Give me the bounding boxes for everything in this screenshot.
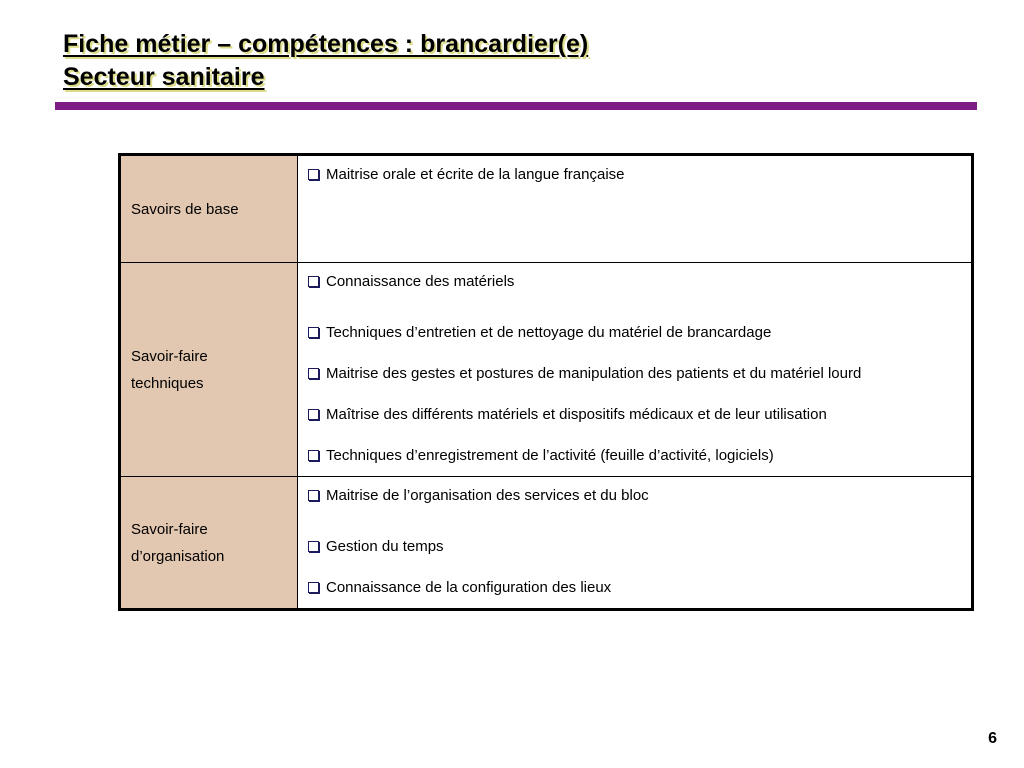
item-text: Techniques d’enregistrement de l’activité (feuille d’activité, logiciels) [326, 447, 774, 464]
checkbox-bullet-icon [308, 169, 319, 180]
item-text: Maîtrise des différents matériels et dispositifs médicaux et de leur utilisation [326, 406, 827, 423]
list-item [308, 435, 965, 476]
item-text: Connaissance de la configuration des lieux [326, 579, 612, 596]
checkbox-bullet-icon [308, 490, 319, 501]
category-label-line-2: d’organisation [131, 547, 225, 565]
list-item [308, 312, 965, 353]
category-label-line-2: techniques [131, 374, 204, 392]
list-item [308, 526, 965, 567]
table-row [120, 155, 973, 263]
list-item [308, 353, 965, 394]
title-line-1: Fiche métier – compétences : brancardier(e) [63, 30, 589, 58]
category-cell [120, 155, 298, 263]
checkbox-bullet-icon [308, 450, 319, 461]
items-cell [298, 263, 973, 477]
list-item [308, 394, 965, 435]
page-number: 6 [988, 730, 997, 747]
checkbox-bullet-icon [308, 276, 319, 287]
items-cell [298, 155, 973, 263]
item-text: Techniques d’entretien et de nettoyage du matériel de brancardage [326, 324, 772, 341]
item-text: Maitrise orale et écrite de la langue française [326, 165, 625, 183]
category-label: Savoirs de base [131, 200, 239, 218]
title-line-2: Secteur sanitaire [63, 63, 265, 91]
checkbox-bullet-icon [308, 582, 319, 593]
checkbox-bullet-icon [308, 541, 319, 552]
item-text: Connaissance des matériels [326, 272, 515, 290]
slide-title [63, 28, 588, 94]
table-row [120, 477, 973, 610]
list-item [308, 271, 965, 291]
item-text: Gestion du temps [326, 538, 444, 555]
item-text: Maitrise de l’organisation des services et du bloc [326, 486, 649, 504]
competences-table [118, 153, 974, 611]
item-text: Maitrise des gestes et postures de manipulation des patients et du matériel lourd [326, 365, 862, 382]
checkbox-bullet-icon [308, 327, 319, 338]
category-cell [120, 477, 298, 610]
items-cell [298, 477, 973, 610]
list-item [308, 164, 965, 184]
checkbox-bullet-icon [308, 409, 319, 420]
checkbox-bullet-icon [308, 368, 319, 379]
list-item [308, 567, 965, 608]
category-label-line-1: Savoir-faire [131, 520, 208, 538]
title-divider [55, 102, 977, 110]
list-item [308, 485, 965, 505]
category-cell [120, 263, 298, 477]
table-row [120, 263, 973, 477]
category-label-line-1: Savoir-faire [131, 347, 208, 365]
